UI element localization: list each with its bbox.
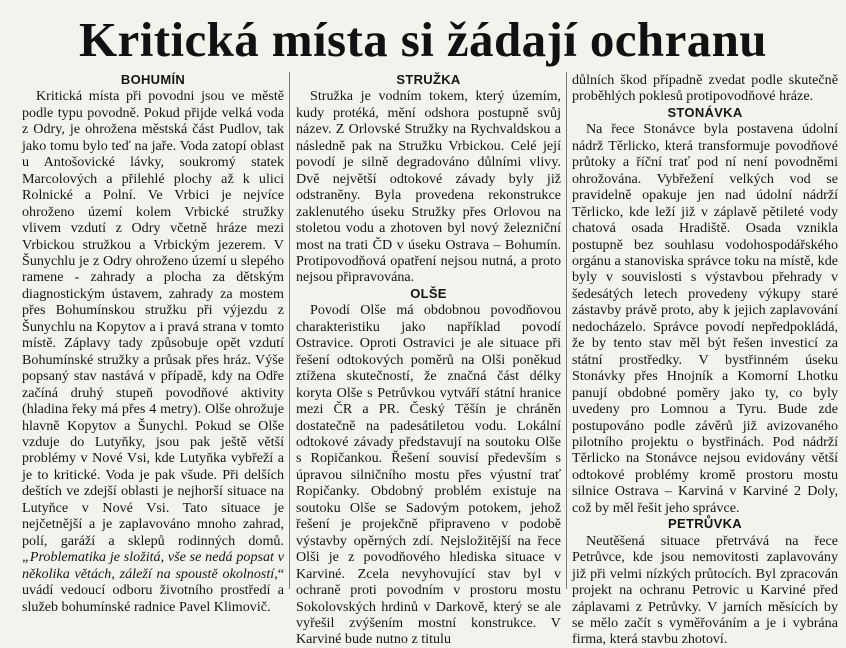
section-body-petruvka: Neutěšená situace přetrvává na řece Petrůvce, kde jsou nemovitosti zaplavovány již při velmi nízkých průtocích. Byl zpracován projekt na ochranu Petrovic u Karviné před záplavami z Petrůvky. V jarních měsících by se mělo začít s vyměřováním a je i vybrána firma, která stavbu zhotoví.: [572, 532, 838, 648]
column-3: [572, 72, 838, 648]
section-body-bohumin: [22, 88, 284, 615]
column-1: [22, 72, 284, 615]
bohumin-quote: „Problematika je složitá, vše se nedá popsat v několika větách, záleží na spoustě okolností,: [22, 549, 284, 582]
column-2: [296, 72, 561, 648]
section-heading-struzka: STRUŽKA: [396, 72, 461, 87]
continued-text-olse: důlních škod případně zvedat podle skutečně proběhlých poklesů protipovodňové hráze.: [572, 72, 838, 105]
bohumin-attribution: “ uvádí vedoucí odboru životního prostředí a služeb bohumínské radnice Pavel Klimovič.: [22, 565, 284, 615]
bohumin-text: Kritická místa při povodni jsou ve městě podle typu povodně. Pokud přijde velká voda z Odry, je ohrožena městská část Pudlov, tak jako tomu bylo teď na jaře. Voda zatopí oblast u Antošovické lávky, soukromý statek Marcolových a přilehlé plochy až k ulici Rolnické a Polní. Ve Vrbici je nejvíce ohroženo území kolem Vrbické stružky vlivem vzdutí z Odry včetně hráze mezi Vrbickou stružkou a Vrbickým jezerem. V Šunychlu je z Odry ohroženo území u slepého ramene - zahrady a plocha za dětským diagnostickým ústavem, zahrady za mostem přes Bohumínskou stružku při výjezdu z Šunychlu na Kopytov a i pravá strana v tomto místě. Záplavy tady způsobuje opět vzdutí Bohumínské stružky a průsak přes hráz. Výše popsaný stav nastává v případě, kdy na Odře začíná druhý stupeň povodňové aktivity (hladina řeky má přes 4 metry). Olše ohrožuje hlavně Kopytov a Šunychl. Pokud se Olše vzduje do Lutyňky, jsou pak ještě větší problémy v Nové Vsi, kde Lutyňka vybřeží a je to kritické. Voda je pak všude. Při delších deštích ve zdejší oblasti je nejhorší situace na Lutyňce v Nové Vsi. Tato situace je nejčetnější a je zaplavováno mnoho zahrad, polí, garáží a sklepů rodinných domů.: [22, 88, 284, 549]
section-body-struzka: Stružka je vodním tokem, který územím, kudy protéká, mění odshora postupně svůj název. Z Orlovské Stružky na Rychvaldskou a následně pak na Stružku Vrbickou. Celé její povodí je silně degradováno důlními vlivy. Dvě největší odtokové závady byly již odstraněny. Byla provedena rekonstrukce zaklenutého úseku Stružky přes Orlovou na stoletou vodu a zhotoven byl nový železniční most na trati ČD v úseku Ostrava – Bohumín. Protipovodňová opatření nejsou nutná, a proto nejsou připravována.: [296, 88, 561, 286]
column-divider: [566, 72, 567, 589]
section-heading-stonavka: STONÁVKA: [667, 104, 743, 120]
article-headline: Kritická místa si žádají ochranu: [79, 12, 767, 67]
section-body-stonavka: Na řece Stonávce byla postavena údolní nádrž Těrlicko, která transformuje povodňové průtoky a říční trať pod ní není povodněmi ohrožována. Vybřežení velkých vod se pravidelně opakuje jen nad údolní nádrží Těrlicko, kde leží již v záplavě pětileté vody chatová osada Hradiště. Osada vznikla postupně bez souhlasu vodohospodářského orgánu a stanoviska správce toku na místě, kde byly v souvislosti s výstavbou přehrady v šedesátých letech provedeny výkupy staré zástavby právě proto, aby k jejich zaplavování nedocházelo. Správce povodí nepředpokládá, že by tento stav měl být řešen investicí za státní prostředky. V bystřinném úseku Stonávky přes Hnojník a Komorní Lhotku panují obdobné poměry jako ty, co byly uvedeny pro Lomnou a Tyru. Bude zde postupováno podle závěrů již avizovaného pilotního projektu o bystřinách. Pod nádrží Těrlicko na Stonávce nejsou evidovány větší odtokové problémy kromě prostoru mostu silnice Ostrava – Karviná v Karviné 2 Doly, což by měl řešit jeho správce.: [572, 121, 838, 516]
column-divider: [289, 72, 290, 589]
section-heading-bohumin: BOHUMÍN: [120, 72, 186, 87]
section-heading-petruvka: PETRŮVKA: [668, 516, 742, 532]
section-body-olse: Povodí Olše má obdobnou povodňovou charakteristiku jako například povodí Ostravice. Oproti Ostravici je ale situace při řešení odtokových poměrů na Olši poněkud ztížena skutečností, že značná část délky koryta Olše s Petrůvkou vytváří státní hranice mezi ČR a PR. Český Těšín je chráněn dostatečně na padesátiletou vodu. Lokální odtokové závady představují na soutoku Olše s Ropičankou. Řešení souvisí především s úpravou silničního mostu přes výustní trať Ropičanky. Obdobný problém existuje na soutoku Olše se Sadovým potokem, jehož řešení je projekčně připraveno v podobě výstavby opěrných zdí. Nejsložitější na řece Olši je z povodňového hlediska situace v Karviné. Zcela nevyhovující stav byl v ochraně proti povodním v prostoru mostu Sokolovských hrdinů v Darkově, který se ale vyřešil zvýšením mostní konstrukce. V Karviné bude nutno z titulu: [296, 302, 561, 648]
section-heading-olse: OLŠE: [410, 285, 447, 301]
